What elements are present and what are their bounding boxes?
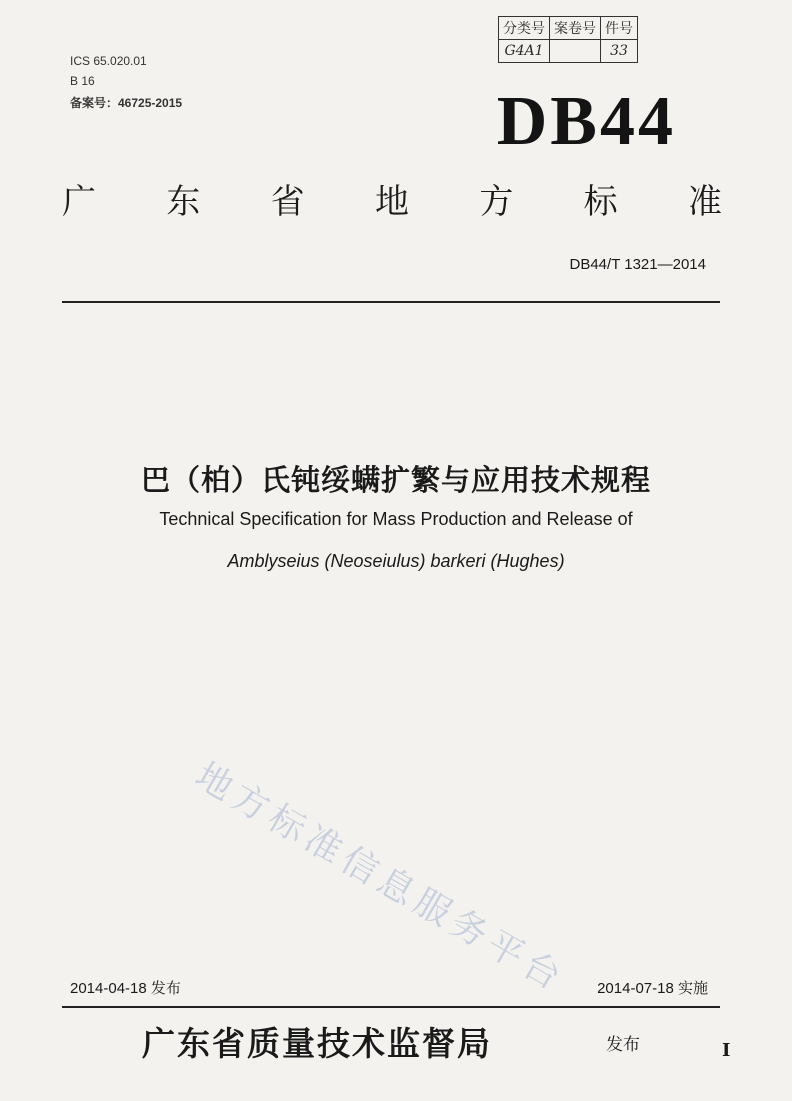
heading-char: 标 [583, 182, 618, 222]
bottom-divider [62, 1006, 720, 1008]
ccs-code: B 16 [70, 74, 95, 88]
corner-mark: I [722, 1040, 731, 1061]
top-divider [62, 301, 720, 303]
implementation-date: 2014-07-18 实施 [597, 980, 708, 997]
title-chinese: 巴（柏）氏钝绥螨扩繁与应用技术规程 [140, 463, 651, 497]
archive-stamp-table [498, 16, 638, 63]
heading-char: 准 [687, 182, 722, 222]
stamp-header-item-number: 件号 [601, 17, 638, 40]
title-english-line2: Amblyseius (Neoseiulus) barkeri (Hughes) [227, 551, 565, 571]
issue-label: 发布 [606, 1035, 640, 1055]
heading-char: 地 [374, 182, 409, 222]
standard-code-big: DB44 [496, 83, 676, 160]
issue-date: 2014-04-18 发布 [70, 980, 181, 997]
issuing-authority: 广东省质量技术监督局 [142, 1024, 492, 1063]
heading-char: 方 [479, 182, 514, 222]
archive-stamp-value-row [499, 40, 638, 63]
heading-char: 省 [270, 182, 305, 222]
heading-char: 东 [166, 182, 201, 222]
platform-watermark: 地方标准信息服务平台 [188, 755, 573, 1001]
filing-number: 备案号：46725-2015 [70, 96, 183, 110]
stamp-value-file-number [550, 40, 601, 63]
title-english-line1: Technical Specification for Mass Production and Release of [159, 509, 633, 529]
archive-stamp-header-row [499, 17, 638, 40]
stamp-value-item-number: 33 [601, 40, 638, 63]
stamp-header-file-number: 案卷号 [550, 17, 601, 40]
province-standard-heading [62, 174, 722, 223]
ics-code: ICS 65.020.01 [70, 54, 147, 68]
stamp-value-classification: G4A1 [499, 40, 550, 63]
standard-number: DB44/T 1321—2014 [569, 256, 706, 273]
heading-char: 广 [62, 182, 96, 222]
stamp-header-classification: 分类号 [499, 17, 550, 40]
